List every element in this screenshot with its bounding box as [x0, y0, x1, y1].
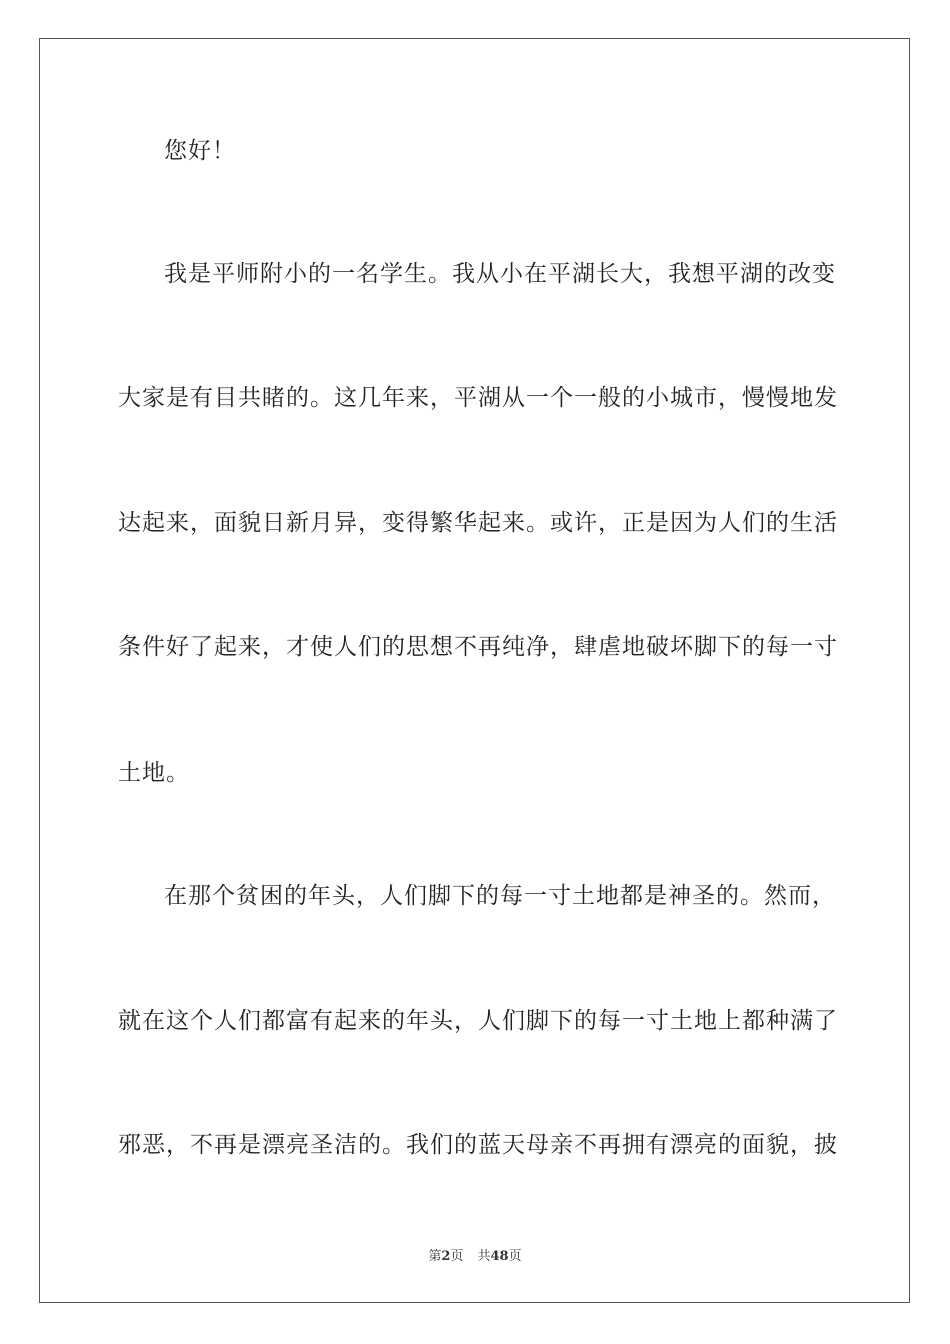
paragraph-2-line-3: 邪恶，不再是漂亮圣洁的。我们的蓝天母亲不再拥有漂亮的面貌，披	[118, 1132, 838, 1158]
paragraph-1-line-1: 我是平师附小的一名学生。我从小在平湖长大，我想平湖的改变	[164, 261, 836, 287]
paragraph-1-line-5: 土地。	[118, 760, 190, 786]
greeting-line: 您好！	[164, 138, 236, 164]
total-pages-number: 48	[490, 1249, 509, 1264]
page-label-suffix: 页	[450, 1249, 464, 1264]
page-label-prefix: 第	[428, 1249, 442, 1264]
paragraph-1-line-4: 条件好了起来，才使人们的思想不再纯净，肆虐地破坏脚下的每一寸	[118, 634, 838, 660]
total-label-prefix: 共	[477, 1249, 491, 1264]
page-border	[39, 38, 910, 1303]
total-label-suffix: 页	[508, 1249, 522, 1264]
paragraph-1-line-2: 大家是有目共睹的。这几年来，平湖从一个一般的小城市，慢慢地发	[118, 385, 838, 411]
paragraph-2-line-1: 在那个贫困的年头，人们脚下的每一寸土地都是神圣的。然而，	[164, 883, 836, 909]
paragraph-2-line-2: 就在这个人们都富有起来的年头，人们脚下的每一寸土地上都种满了	[118, 1008, 838, 1034]
page-footer	[0, 1248, 950, 1266]
current-page-number: 2	[441, 1249, 451, 1264]
paragraph-1-line-3: 达起来，面貌日新月异，变得繁华起来。或许，正是因为人们的生活	[118, 510, 838, 536]
